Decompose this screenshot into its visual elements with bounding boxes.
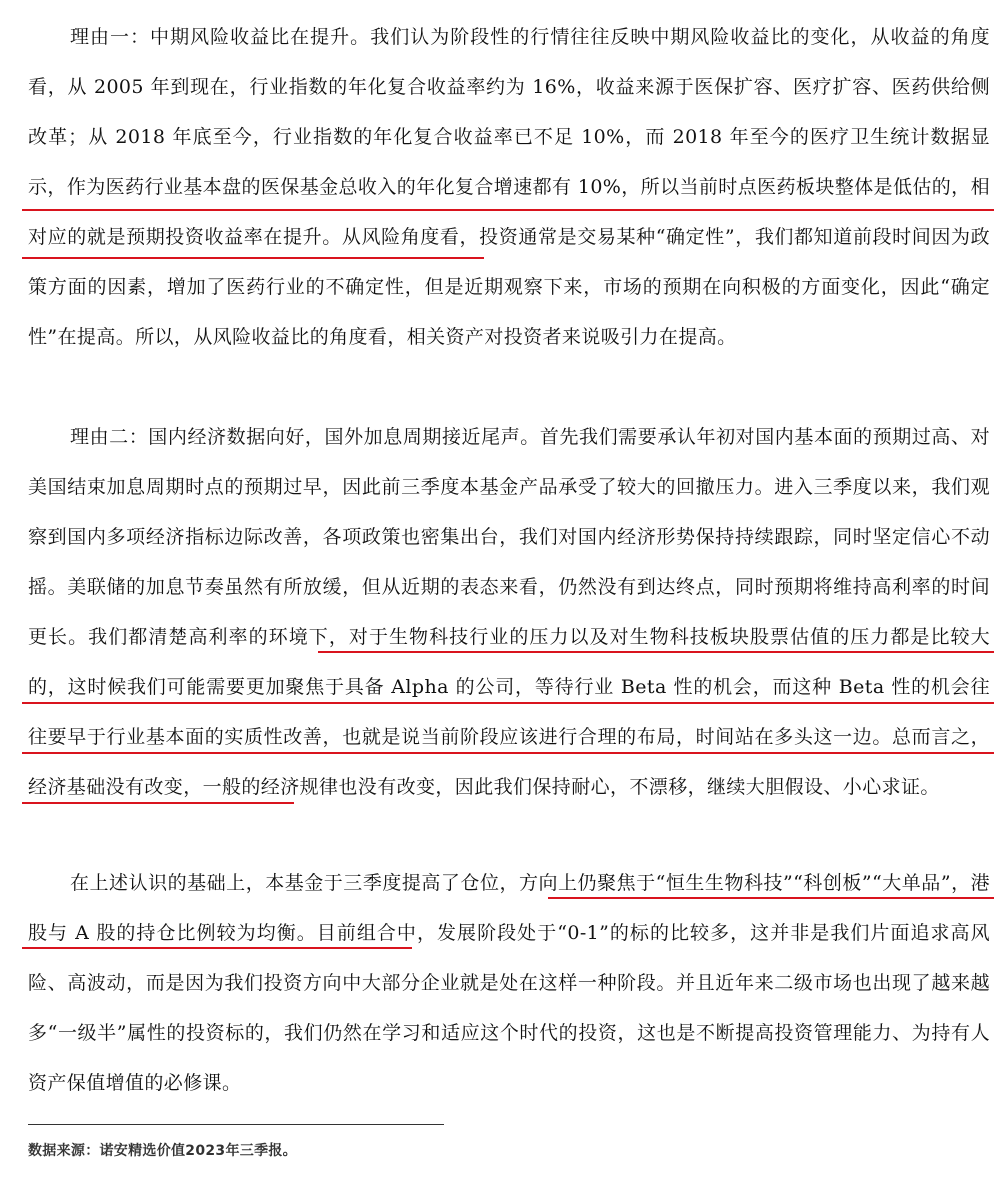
underline-mark bbox=[22, 947, 412, 949]
underline-mark bbox=[22, 257, 484, 259]
underline-mark bbox=[318, 651, 994, 653]
data-source-note: 数据来源：诺安精选价值2023年三季报。 bbox=[28, 1143, 297, 1159]
underline-mark bbox=[548, 897, 994, 899]
underline-mark bbox=[22, 752, 994, 754]
paragraph-positioning: 在上述认识的基础上，本基金于三季度提高了仓位，方向上仍聚焦于“恒生生物科技”“科创板”“大单品”，港股与 A 股的持仓比例较为均衡。目前组合中，发展阶段处于“0-1”的标的比较多，这并非是我们片面追求高风险、高波动，而是因为我们投资方向中大部分企业就是处在这样一种阶段。并且近年来二级市场也出现了越来越多“一级半”属性的投资标的，我们仍然在学习和适应这个时代的投资，这也是不断提高投资管理能力、为持有人资产保值增值的必修课。 bbox=[28, 872, 990, 1094]
underline-mark bbox=[22, 802, 294, 804]
underline-mark bbox=[22, 702, 994, 704]
paragraph-reason-two: 理由二：国内经济数据向好，国外加息周期接近尾声。首先我们需要承认年初对国内基本面的预期过高、对美国结束加息周期时点的预期过早，因此前三季度本基金产品承受了较大的回撤压力。进入三季度以来，我们观察到国内多项经济指标边际改善，各项政策也密集出台，我们对国内经济形势保持持续跟踪，同时坚定信心不动摇。美联储的加息节奏虽然有所放缓，但从近期的表态来看，仍然没有到达终点，同时预期将维持高利率的时间更长。我们都清楚高利率的环境下，对于生物科技行业的压力以及对生物科技板块股票估值的压力都是比较大的，这时候我们可能需要更加聚焦于具备 Alpha 的公司，等待行业 Beta 性的机会，而这种 Beta 性的机会往往要早于行业基本面的实质性改善，也就是说当前阶段应该进行合理的布局，时间站在多头这一边。总而言之，经济基础没有改变，一般的经济规律也没有改变，因此我们保持耐心，不漂移，继续大胆假设、小心求证。 bbox=[28, 426, 990, 798]
underline-mark bbox=[22, 209, 994, 211]
paragraph-reason-one: 理由一：中期风险收益比在提升。我们认为阶段性的行情往往反映中期风险收益比的变化，从收益的角度看，从 2005 年到现在，行业指数的年化复合收益率约为 16%，收益来源于医保扩容、医疗扩容、医药供给侧改革；从 2018 年底至今，行业指数的年化复合收益率已不足 10%，而 2018 年至今的医疗卫生统计数据显示，作为医药行业基本盘的医保基金总收入的年化复合增速都有 10%，所以当前时点医药板块整体是低估的，相对应的就是预期投资收益率在提升。从风险角度看，投资通常是交易某种“确定性”，我们都知道前段时间因为政策方面的因素，增加了医药行业的不确定性，但是近期观察下来，市场的预期在向积极的方面变化，因此“确定性”在提高。所以，从风险收益比的角度看，相关资产对投资者来说吸引力在提高。 bbox=[28, 26, 990, 348]
footnote-divider bbox=[28, 1124, 444, 1125]
